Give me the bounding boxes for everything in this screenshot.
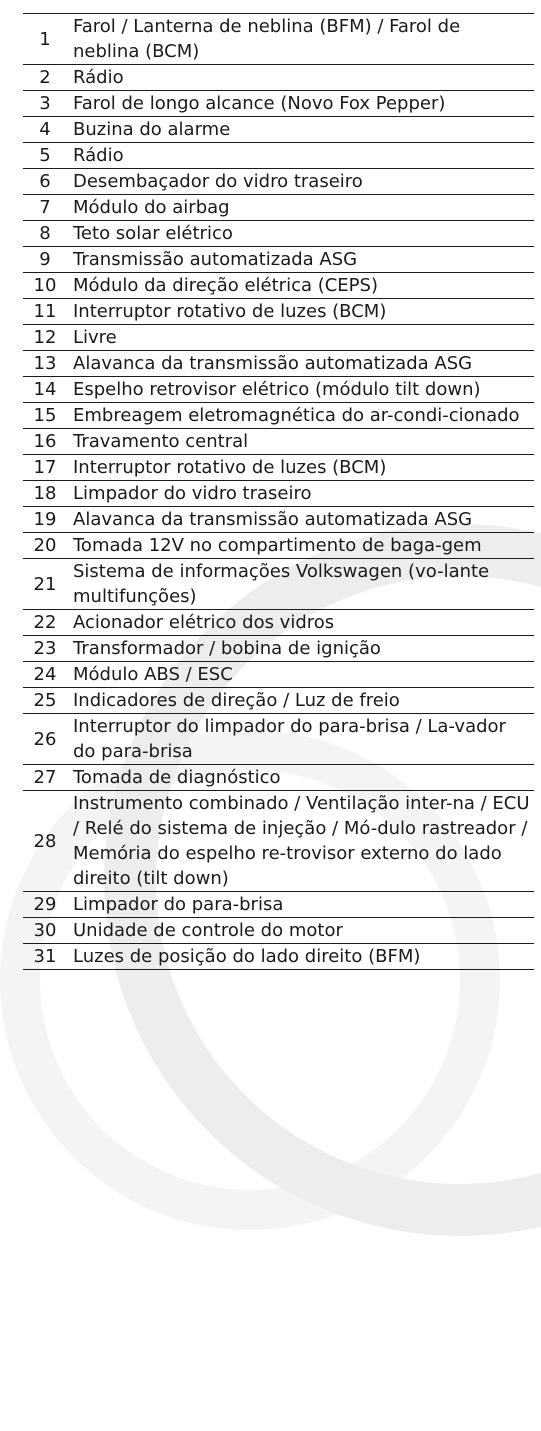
table-row bbox=[23, 791, 534, 892]
fuse-description: Alavanca da transmissão automatizada ASG bbox=[73, 353, 473, 374]
fuse-number: 22 bbox=[33, 612, 57, 633]
fuse-description: Desembaçador do vidro traseiro bbox=[73, 171, 363, 192]
table-row bbox=[23, 14, 534, 65]
table-row bbox=[23, 299, 534, 325]
table-row bbox=[23, 662, 534, 688]
table-row bbox=[23, 351, 534, 377]
fuse-number: 16 bbox=[33, 431, 57, 452]
fuse-number: 8 bbox=[39, 223, 51, 244]
fuse-description: Teto solar elétrico bbox=[73, 223, 233, 244]
table-row bbox=[23, 143, 534, 169]
fuse-description: Alavanca da transmissão automatizada ASG bbox=[73, 509, 473, 530]
fuse-number: 3 bbox=[39, 93, 51, 114]
fuse-description: Limpador do para-brisa bbox=[73, 894, 284, 915]
table-row bbox=[23, 455, 534, 481]
fuse-number: 19 bbox=[33, 509, 57, 530]
table-row bbox=[23, 765, 534, 791]
table-row bbox=[23, 688, 534, 714]
fuse-number: 20 bbox=[33, 535, 57, 556]
fuse-description: Indicadores de direção / Luz de freio bbox=[73, 690, 400, 711]
table-row bbox=[23, 221, 534, 247]
fuse-description: Livre bbox=[73, 327, 117, 348]
table-row bbox=[23, 892, 534, 918]
fuse-number: 27 bbox=[33, 767, 57, 788]
fuse-description: Tomada de diagnóstico bbox=[73, 767, 281, 788]
fuse-description: Transmissão automatizada ASG bbox=[73, 249, 358, 270]
table-row bbox=[23, 247, 534, 273]
fuse-number: 30 bbox=[33, 920, 57, 941]
fuse-description: Embreagem eletromagnética do ar-condi-cionado bbox=[73, 405, 520, 426]
fuse-description: Instrumento combinado / Ventilação inter-na / ECU / Relé do sistema de injeção / Mó-dulo rastreador / Memória do espelho re-trovisor externo do lado direito (tilt down) bbox=[73, 793, 530, 889]
table-row bbox=[23, 944, 534, 970]
fuse-description: Farol de longo alcance (Novo Fox Pepper) bbox=[73, 93, 446, 114]
fuse-number: 6 bbox=[39, 171, 51, 192]
fuse-description: Limpador do vidro traseiro bbox=[73, 483, 312, 504]
fuse-description: Acionador elétrico dos vidros bbox=[73, 612, 335, 633]
table-row bbox=[23, 481, 534, 507]
table-row bbox=[23, 533, 534, 559]
table-row bbox=[23, 91, 534, 117]
table-row bbox=[23, 559, 534, 610]
fuse-description: Rádio bbox=[73, 145, 124, 166]
fuse-description: Espelho retrovisor elétrico (módulo tilt down) bbox=[73, 379, 481, 400]
table-row bbox=[23, 610, 534, 636]
fuse-number: 31 bbox=[33, 946, 57, 967]
fuse-description: Travamento central bbox=[73, 431, 249, 452]
fuse-number: 25 bbox=[33, 690, 57, 711]
fuse-description: Buzina do alarme bbox=[73, 119, 231, 140]
fuse-description: Módulo da direção elétrica (CEPS) bbox=[73, 275, 378, 296]
table-row bbox=[23, 273, 534, 299]
fuse-description: Módulo ABS / ESC bbox=[73, 664, 233, 685]
table-row bbox=[23, 195, 534, 221]
fuse-description: Rádio bbox=[73, 67, 124, 88]
table-row bbox=[23, 714, 534, 765]
fuse-description: Unidade de controle do motor bbox=[73, 920, 343, 941]
fuse-number: 10 bbox=[33, 275, 57, 296]
fuse-number: 9 bbox=[39, 249, 51, 270]
fuse-number: 12 bbox=[33, 327, 57, 348]
table-row bbox=[23, 325, 534, 351]
fuse-number: 26 bbox=[33, 728, 57, 750]
fuse-number: 2 bbox=[39, 67, 51, 88]
table-row bbox=[23, 403, 534, 429]
fuse-number: 28 bbox=[33, 830, 57, 852]
fuse-description: Tomada 12V no compartimento de baga-gem bbox=[73, 535, 482, 556]
fuse-description: Interruptor rotativo de luzes (BCM) bbox=[73, 301, 387, 322]
fuse-number: 14 bbox=[33, 379, 57, 400]
fuse-description: Interruptor do limpador do para-brisa / La-vador do para-brisa bbox=[73, 716, 506, 762]
fuse-table bbox=[23, 13, 534, 970]
fuse-description: Sistema de informações Volkswagen (vo-lante multifunções) bbox=[73, 561, 490, 607]
fuse-number: 29 bbox=[33, 894, 57, 915]
fuse-number: 21 bbox=[33, 573, 57, 595]
fuse-number: 5 bbox=[39, 145, 51, 166]
table-row bbox=[23, 117, 534, 143]
fuse-description: Transformador / bobina de ignição bbox=[73, 638, 381, 659]
fuse-number: 7 bbox=[39, 197, 51, 218]
fuse-table-body bbox=[23, 14, 534, 970]
fuse-description: Luzes de posição do lado direito (BFM) bbox=[73, 946, 421, 967]
fuse-number: 13 bbox=[33, 353, 57, 374]
fuse-description: Módulo do airbag bbox=[73, 197, 230, 218]
table-row bbox=[23, 377, 534, 403]
table-row bbox=[23, 636, 534, 662]
fuse-number: 1 bbox=[39, 28, 51, 50]
table-row bbox=[23, 918, 534, 944]
fuse-description: Farol / Lanterna de neblina (BFM) / Farol de neblina (BCM) bbox=[73, 16, 461, 62]
fuse-number: 24 bbox=[33, 664, 57, 685]
table-row bbox=[23, 507, 534, 533]
table-row bbox=[23, 169, 534, 195]
table-row bbox=[23, 65, 534, 91]
table-row bbox=[23, 429, 534, 455]
fuse-number: 23 bbox=[33, 638, 57, 659]
fuse-description: Interruptor rotativo de luzes (BCM) bbox=[73, 457, 387, 478]
fuse-number: 18 bbox=[33, 483, 57, 504]
fuse-number: 17 bbox=[33, 457, 57, 478]
fuse-number: 15 bbox=[33, 405, 57, 426]
fuse-number: 4 bbox=[39, 119, 51, 140]
fuse-number: 11 bbox=[33, 301, 57, 322]
